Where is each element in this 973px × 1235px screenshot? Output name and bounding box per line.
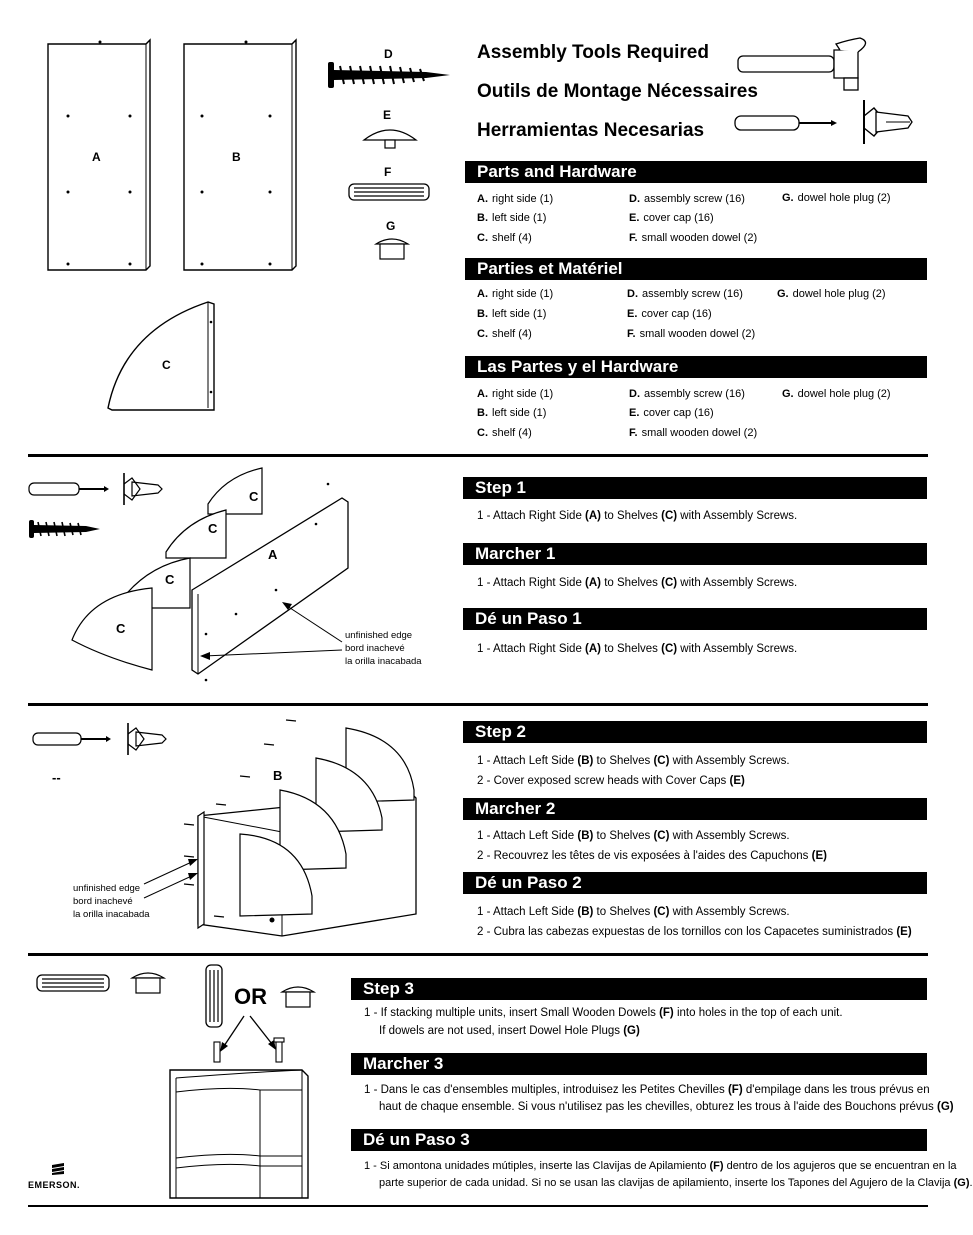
tools-title-fr: Outils de Montage Nécessaires — [477, 81, 758, 102]
step2-assembly-illustration — [180, 714, 420, 938]
label-c: C — [162, 358, 171, 372]
part-b: B. left side (1) — [477, 308, 547, 320]
step2-header-es: Dé un Paso 2 — [463, 872, 927, 894]
part-d: D. assembly screw (16) — [629, 193, 745, 205]
dowel-icon — [348, 182, 430, 202]
label-b: B — [232, 150, 241, 164]
step2-text-fr-2: 2 - Recouvrez les têtes de vis exposées à l'aides des Capuchons (E) — [477, 850, 827, 862]
part-g: G. dowel hole plug (2) — [782, 388, 891, 400]
part-a: A. right side (1) — [477, 388, 554, 400]
step3-text-fr-1: 1 - Dans le cas d'ensembles multiples, introduisez les Petites Chevilles (F) d'empilage dans les trous prévus en — [364, 1084, 930, 1096]
part-e: E. cover cap (16) — [627, 308, 712, 320]
step1-label-c-4: C — [116, 621, 126, 636]
hammer-icon — [736, 38, 876, 96]
tools-title-es: Herramientas Necesarias — [477, 120, 705, 141]
part-e: E. cover cap (16) — [629, 407, 714, 419]
or-label: OR — [234, 984, 267, 1009]
part-d: D. assembly screw (16) — [627, 288, 743, 300]
step2-dash: -- — [52, 770, 61, 785]
screwdriver-icon — [733, 113, 839, 133]
section-divider — [28, 454, 928, 457]
step2-phillips-tip-icon — [122, 722, 168, 756]
step1-edge-note: unfinished edge bord inachevé la orilla inacabada — [345, 630, 422, 667]
step2-screwdriver-icon — [32, 731, 112, 747]
part-f: F. small wooden dowel (2) — [629, 427, 758, 439]
label-a: A — [92, 150, 101, 164]
emerson-logo-icon — [50, 1163, 66, 1175]
shelf-c-illustration — [104, 300, 224, 412]
step3-cabinet-illustration — [166, 1012, 312, 1198]
part-b: B. left side (1) — [477, 212, 547, 224]
step3-header-fr: Marcher 3 — [351, 1053, 927, 1075]
part-b: B. left side (1) — [477, 407, 547, 419]
label-e: E — [383, 108, 392, 122]
dowel-plug-icon — [374, 236, 410, 262]
part-c: C. shelf (4) — [477, 427, 532, 439]
step1-text-fr: 1 - Attach Right Side (A) to Shelves (C) with Assembly Screws. — [477, 577, 798, 589]
step2-edge-note: unfinished edge bord inachevé la orilla inacabada — [73, 883, 150, 920]
part-a: A. right side (1) — [477, 288, 554, 300]
part-e: E. cover cap (16) — [629, 212, 714, 224]
step3-header-es: Dé un Paso 3 — [351, 1129, 927, 1151]
panel-b-illustration — [176, 38, 306, 278]
label-g: G — [386, 219, 396, 233]
part-g: G. dowel hole plug (2) — [782, 192, 891, 204]
phillips-tip-icon — [856, 98, 916, 146]
step3-text-en-2: If dowels are not used, insert Dowel Hole Plugs (G) — [379, 1025, 640, 1037]
part-d: D. assembly screw (16) — [629, 388, 745, 400]
step3-text-fr-2: haut de chaque ensemble. Si vous n'utilisez pas les chevilles, obturez les trous à l'aide des Bouchons prévus (G) — [379, 1101, 954, 1113]
step3-plug-icon-2 — [280, 984, 316, 1010]
section-divider — [28, 953, 928, 956]
section-divider — [28, 703, 928, 706]
step3-text-es-1: 1 - Si amontona unidades mútiples, inserte las Clavijas de Apilamiento (F) dentro de los agujeros que se encuentran en la — [364, 1160, 957, 1172]
step1-header-es: Dé un Paso 1 — [463, 608, 927, 630]
label-d: D — [384, 47, 393, 61]
step1-label-c-top: C — [249, 489, 259, 504]
step2-text-en-1: 1 - Attach Left Side (B) to Shelves (C) with Assembly Screws. — [477, 755, 790, 767]
step1-header-en: Step 1 — [463, 477, 927, 499]
step1-label-a: A — [268, 547, 278, 562]
step1-text-es: 1 - Attach Right Side (A) to Shelves (C) with Assembly Screws. — [477, 643, 798, 655]
parts-header-fr: Parties et Matériel — [465, 258, 927, 280]
step2-label-b: B — [273, 768, 283, 783]
bottom-divider — [28, 1205, 928, 1207]
step1-label-c-3: C — [165, 572, 175, 587]
tools-title-en: Assembly Tools Required — [477, 42, 709, 63]
step2-header-en: Step 2 — [463, 721, 927, 743]
label-f: F — [384, 165, 392, 179]
step3-dowel-icon — [36, 974, 110, 992]
step3-text-es-2: parte superior de cada unidad. Si no se usan las clavijas de apilamiento, inserte los Tapones del Agujero de la Clavija (G). — [379, 1177, 973, 1189]
part-g: G. dowel hole plug (2) — [777, 288, 886, 300]
step2-text-fr-1: 1 - Attach Left Side (B) to Shelves (C) with Assembly Screws. — [477, 830, 790, 842]
parts-header-es: Las Partes y el Hardware — [465, 356, 927, 378]
step2-text-es-1: 1 - Attach Left Side (B) to Shelves (C) with Assembly Screws. — [477, 906, 790, 918]
cover-cap-icon — [362, 124, 418, 150]
step3-header-en: Step 3 — [351, 978, 927, 1000]
step1-text-en: 1 - Attach Right Side (A) to Shelves (C) with Assembly Screws. — [477, 510, 798, 522]
step2-text-es-2: 2 - Cubra las cabezas expuestas de los tornillos con los Capacetes suministrados (E) — [477, 926, 912, 938]
step1-header-fr: Marcher 1 — [463, 543, 927, 565]
part-a: A. right side (1) — [477, 193, 554, 205]
step2-header-fr: Marcher 2 — [463, 798, 927, 820]
step3-text-en-1: 1 - If stacking multiple units, insert Small Wooden Dowels (F) into holes in the top of each unit. — [364, 1007, 843, 1019]
step1-label-c-2: C — [208, 521, 218, 536]
part-f: F. small wooden dowel (2) — [627, 328, 756, 340]
part-f: F. small wooden dowel (2) — [629, 232, 758, 244]
part-c: C. shelf (4) — [477, 328, 532, 340]
step2-text-en-2: 2 - Cover exposed screw heads with Cover Caps (E) — [477, 775, 745, 787]
part-c: C. shelf (4) — [477, 232, 532, 244]
step3-plug-icon — [130, 970, 166, 996]
screw-icon — [326, 62, 454, 88]
parts-header-en: Parts and Hardware — [465, 161, 927, 183]
brand-name: EMERSON. — [28, 1180, 81, 1190]
